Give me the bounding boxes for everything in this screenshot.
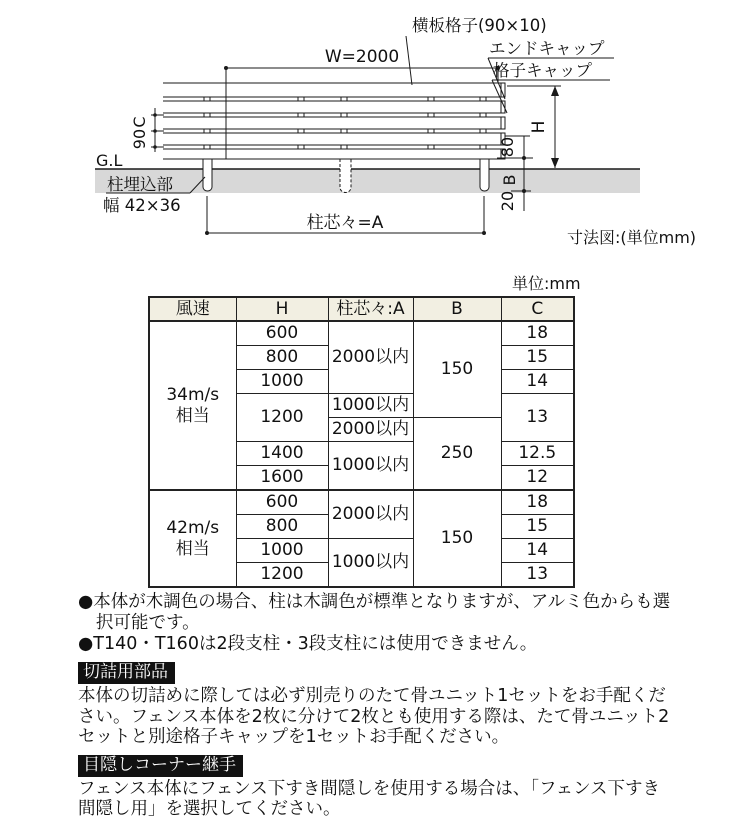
table-cell: 150 [413, 321, 501, 418]
table-cell: 12 [501, 466, 574, 491]
table-cell: 800 [236, 515, 328, 539]
ground-band [95, 169, 640, 193]
table-cell: 2000以内 [328, 321, 413, 394]
table-header-cell: C [501, 297, 574, 321]
wind-speed-cell [149, 490, 236, 587]
table-header-cell: 風速 [149, 297, 236, 321]
gl-label: G.L [96, 151, 123, 170]
table-unit-note: 単位:mm [512, 274, 581, 293]
table-cell: 1200 [236, 394, 328, 442]
wind-speed-line: 34m/s [166, 384, 220, 405]
note-bullet: ●本体が木調色の場合、柱は木調色が標準となりますが、アルミ色からも選択可能です。 [78, 592, 671, 633]
table-cell: 1600 [236, 466, 328, 491]
table-header-cell: H [236, 297, 328, 321]
table-cell: 18 [501, 321, 574, 346]
note-bullet: ●T140・T160は2段支柱・3段支柱には使用できません。 [78, 634, 538, 654]
table-header-cell: 柱芯々:A [328, 297, 413, 321]
b-label: B [500, 174, 519, 186]
fence-boards [163, 83, 505, 159]
yokoita-label: 横板格子(90×10) [412, 16, 547, 35]
dimension-diagram [0, 0, 740, 262]
gap-post-ticks [204, 97, 486, 149]
table-cell: 13 [501, 563, 574, 588]
table-cell: 2000以内 [328, 418, 413, 442]
table-cell: 1000 [236, 539, 328, 563]
wind-speed-cell [149, 321, 236, 490]
table-header-cell: B [413, 297, 501, 321]
table-cell: 2000以内 [328, 490, 413, 539]
table-cell: 1000以内 [328, 539, 413, 588]
table-cell: 250 [413, 418, 501, 491]
table-cell: 15 [501, 515, 574, 539]
wind-speed-line: 相当 [175, 405, 210, 426]
notes-block [78, 592, 674, 820]
table-cell: 18 [501, 490, 574, 515]
table-cell: 1000 [236, 370, 328, 394]
n90-label: 90 [130, 128, 149, 150]
table-cell: 14 [501, 539, 574, 563]
table-cell: 1200 [236, 563, 328, 588]
table-cell: 1000以内 [328, 394, 413, 418]
c-label: C [130, 116, 149, 128]
table-cell: 600 [236, 490, 328, 515]
section-title: 切詰用部品 [78, 662, 175, 684]
pitch-label: 柱芯々=A [306, 213, 384, 233]
section-cut-parts [78, 662, 674, 748]
table-cell: 12.5 [501, 442, 574, 466]
table-row [149, 321, 574, 346]
koshicap-label: 格子キャップ [493, 61, 592, 80]
h-label: H [529, 120, 549, 134]
table-cell: 1000以内 [328, 442, 413, 491]
table-header-row [149, 297, 574, 321]
embed-label-1: 柱埋込部 [107, 175, 173, 194]
table-cell: 15 [501, 346, 574, 370]
wind-speed-line: 42m/s [166, 517, 220, 538]
diagram-caption: 寸法図:(単位mm) [567, 228, 697, 247]
endcap-label: エンドキャップ [489, 39, 605, 58]
section-title: 目隠しコーナー継手 [78, 755, 243, 777]
section-corner-joint [78, 755, 674, 820]
koshicap-callout [492, 61, 610, 113]
n20-label: 20 [498, 190, 517, 212]
table-cell: 14 [501, 370, 574, 394]
w-label: W=2000 [324, 47, 400, 67]
table-cell: 1400 [236, 442, 328, 466]
section-body: 本体の切詰めに際しては必ず別売りのたて骨ユニット1セットをお手配ください。フェンス本体を2枚に分けて2枚とも使用する際は、たて骨ユニット2セットと別途格子キャップを1セットお手配ください。 [78, 686, 670, 747]
wind-spec-table [148, 296, 575, 588]
wind-speed-line: 相当 [175, 538, 210, 559]
section-body: フェンス本体にフェンス下すき間隠しを使用する場合は、「フェンス下すき間隠し用」を選択してください。 [78, 778, 661, 819]
table-cell: 150 [413, 490, 501, 587]
embed-label-2: 幅 42×36 [103, 196, 181, 215]
table-cell: 600 [236, 321, 328, 346]
table-row [149, 490, 574, 515]
n80-label: 80 [498, 136, 517, 158]
left-dimension [151, 108, 164, 152]
table-cell: 13 [501, 394, 574, 442]
table-cell: 800 [236, 346, 328, 370]
